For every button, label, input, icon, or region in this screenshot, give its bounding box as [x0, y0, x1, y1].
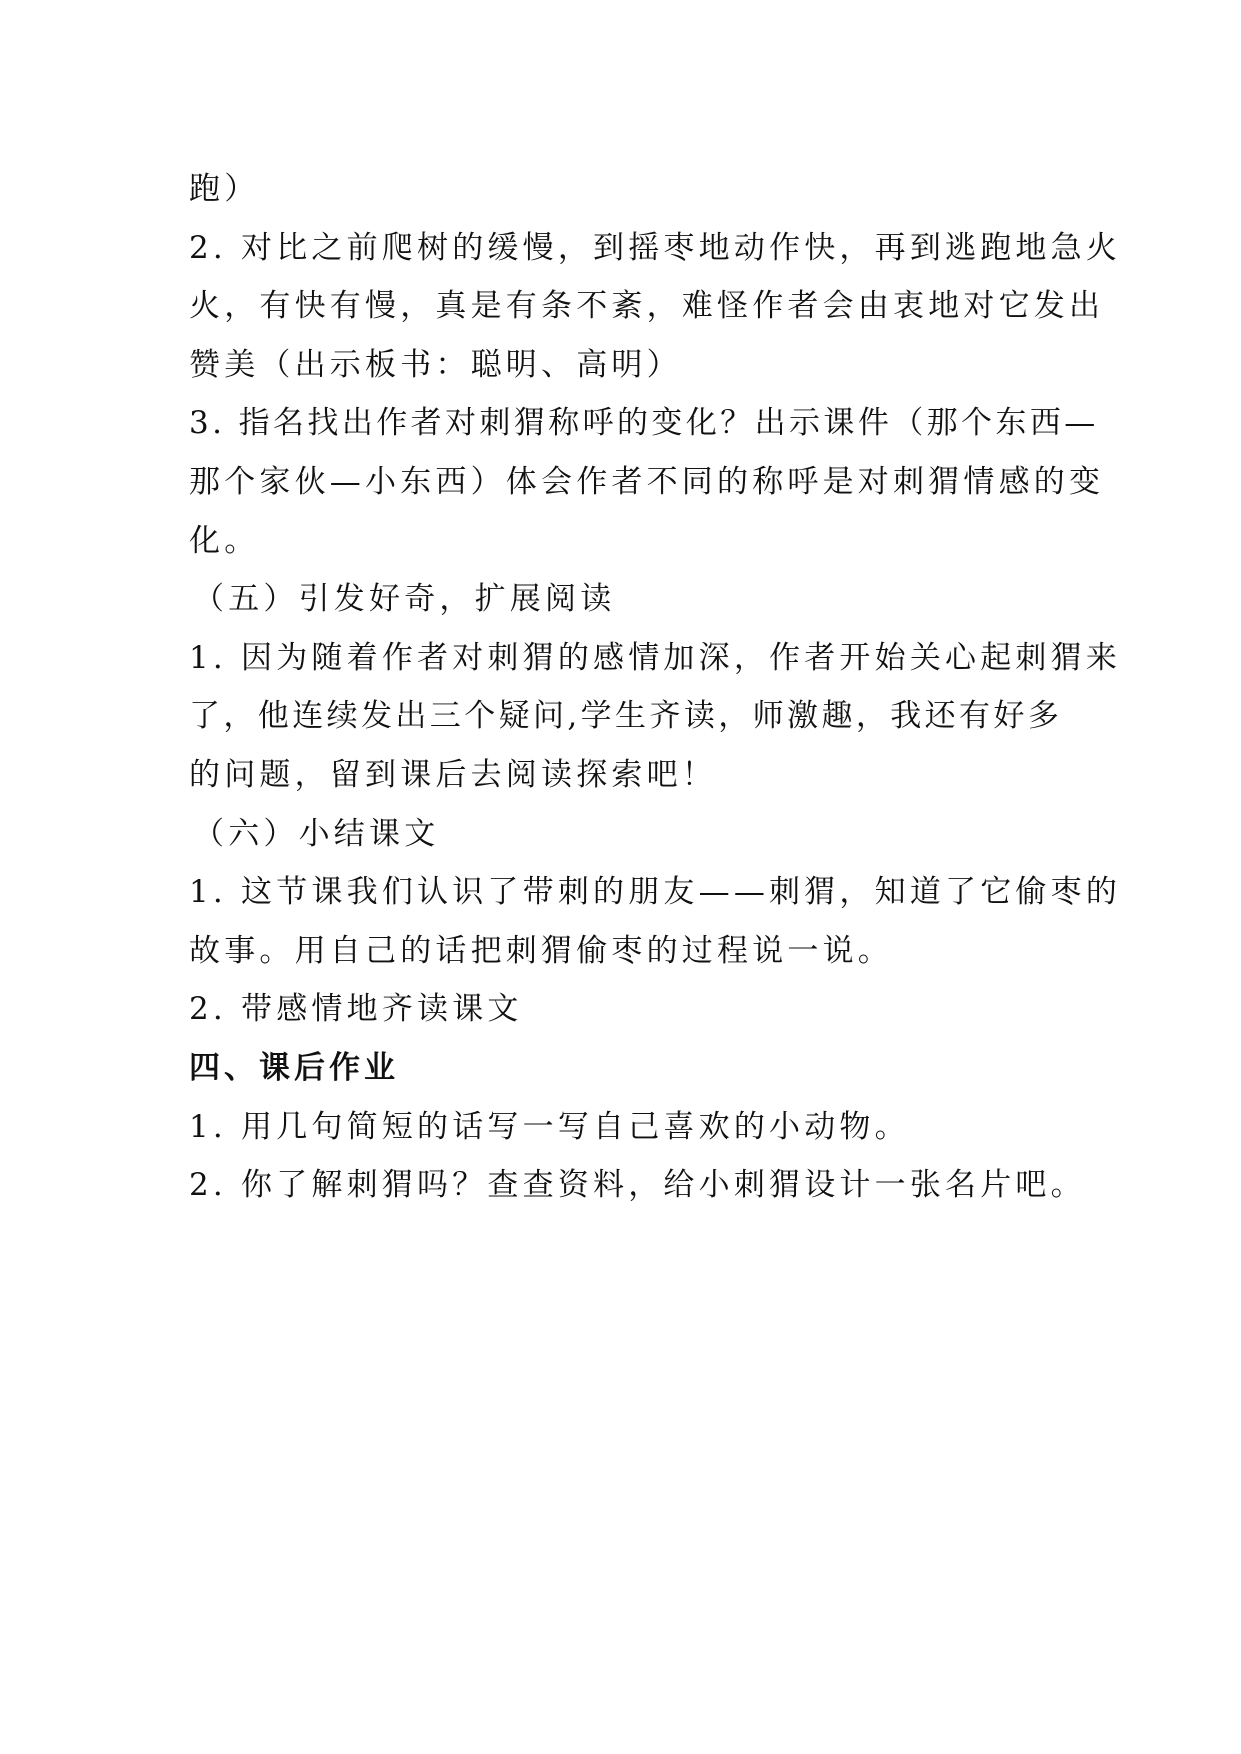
document-body [189, 160, 1122, 1215]
text-line: 赞美（出示板书：聪明、高明） [189, 346, 682, 383]
text-line: 2. 对比之前爬树的缓慢，到摇枣地动作快，再到逃跑地急火 [189, 229, 1122, 266]
text-line: 1. 因为随着作者对刺猬的感情加深，作者开始关心起刺猬来 [189, 639, 1122, 676]
section-title: 四、课后作业 [189, 1049, 399, 1086]
text-line: 故事。用自己的话把刺猬偷枣的过程说一说。 [189, 932, 893, 969]
text-line: 2. 你了解刺猬吗？查查资料，给小刺猬设计一张名片吧。 [189, 1167, 1086, 1204]
text-line: 1. 用几句简短的话写一写自己喜欢的小动物。 [189, 1108, 910, 1145]
text-line: 跑） [189, 171, 260, 207]
text-line: 那个家伙—小东西）体会作者不同的称呼是对刺猬情感的变 [189, 463, 1105, 500]
text-line: 火，有快有慢，真是有条不紊，难怪作者会由衷地对它发出 [189, 288, 1105, 325]
text-line: 了，他连续发出三个疑问,学生齐读，师激趣，我还有好多 [189, 698, 1063, 735]
section-heading: （五）引发好奇，扩展阅读 [193, 581, 616, 618]
section-heading: （六）小结课文 [193, 815, 440, 852]
text-line: 化。 [189, 522, 260, 559]
text-line: 2. 带感情地齐读课文 [189, 991, 523, 1028]
text-line: 的问题，留到课后去阅读探索吧！ [189, 756, 717, 793]
text-line: 3. 指名找出作者对刺猬称呼的变化？出示课件（那个东西— [189, 405, 1099, 442]
text-line: 1. 这节课我们认识了带刺的朋友——刺猬，知道了它偷枣的 [189, 874, 1122, 911]
